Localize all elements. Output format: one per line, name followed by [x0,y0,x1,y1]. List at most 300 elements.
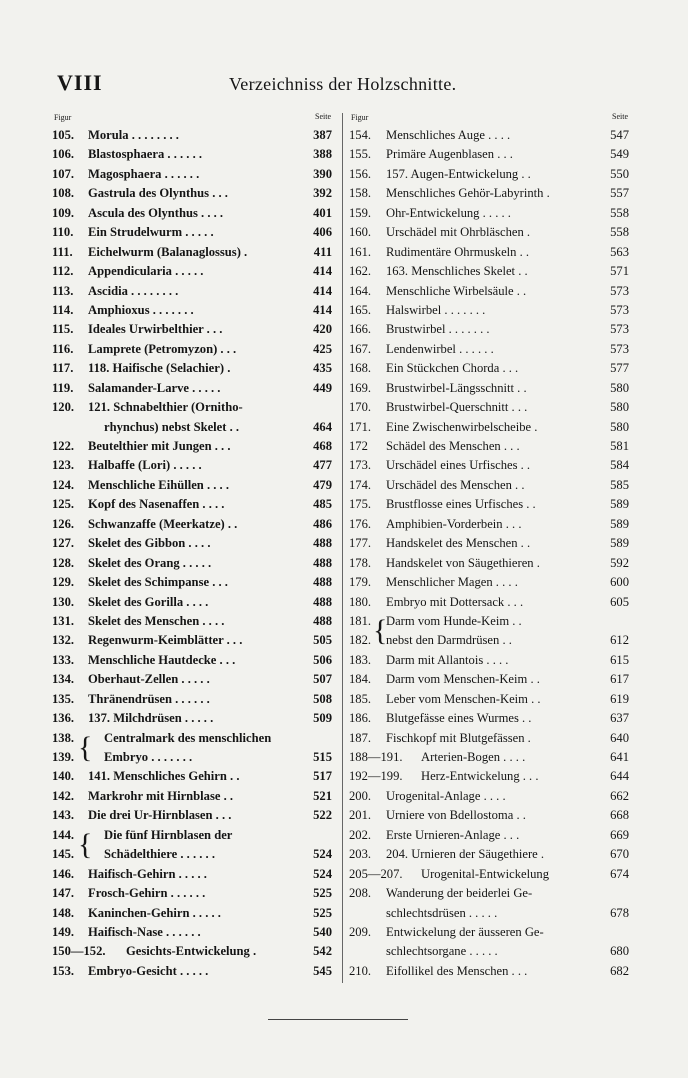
figure-caption: Menschliches Gehör-Labyrinth . [386,186,550,201]
right-entries [349,126,631,981]
index-entry [52,379,334,398]
figure-number: 167. [349,341,372,356]
footer-rule [268,1019,408,1020]
figure-caption: 163. Menschliches Skelet . . [386,264,528,279]
index-entry [349,865,631,884]
figure-number: 112. [52,264,74,279]
figure-caption: 118. Haifische (Selachier) . [88,361,231,376]
page-ref: 479 [313,477,332,492]
figure-caption: Urschädel eines Urfisches . . [386,458,531,473]
figure-number: 171. [349,419,372,434]
left-column [52,112,334,981]
figure-caption: Menschlicher Magen . . . . [386,575,518,590]
figure-number: 111. [52,244,73,259]
index-entry [349,573,631,592]
index-entry [52,165,334,184]
index-entry [52,631,334,650]
figure-caption: Skelet des Gorilla . . . . [88,594,209,609]
figure-number: 156. [349,166,372,181]
figure-caption: Brustwirbel-Querschnitt . . . [386,400,528,415]
figure-number: 130. [52,594,75,609]
figure-number: 123. [52,458,75,473]
figure-number: 133. [52,652,75,667]
index-entry [349,709,631,728]
index-entry [349,593,631,612]
figure-number: 144. [52,827,75,842]
index-entry [52,806,334,825]
page-ref: 589 [610,516,629,531]
index-entry [52,690,334,709]
figure-caption: Menschliche Wirbelsäule . . [386,283,527,298]
index-entry [349,437,631,456]
page-ref: 486 [313,516,332,531]
index-entry [52,262,334,281]
figure-caption: Menschliches Auge . . . . [386,128,511,142]
index-entry [349,204,631,223]
figure-number: 186. [349,711,372,726]
figure-number: 106. [52,147,75,162]
figure-caption: Urogenital-Anlage . . . . [386,788,506,803]
figure-caption: Ideales Urwirbelthier . . . [88,322,223,337]
page-ref: 641 [610,750,629,764]
figure-caption: Die drei Ur-Hirnblasen . . . [88,808,232,823]
figure-caption: Fischkopf mit Blutgefässen . [386,730,531,745]
page-ref: 674 [610,866,629,881]
seite-label: Seite [612,112,628,121]
figure-caption: Wanderung der beiderlei Ge- [386,886,533,901]
figure-number: 150—152. [52,944,106,959]
page-ref: 485 [313,497,332,512]
figure-caption: Entwickelung der äusseren Ge- [386,924,544,939]
figure-number: 173. [349,458,372,473]
figure-number: 107. [52,166,75,181]
left-entries [52,126,334,981]
index-entry [349,418,631,437]
figure-number: 209. [349,924,372,939]
index-entry [349,884,631,903]
page-ref: 581 [610,439,629,453]
page-ref: 464 [313,419,332,434]
index-entry [52,456,334,475]
figure-caption: Haifisch-Nase . . . . . . [88,924,201,939]
figure-number: 105. [52,128,75,142]
index-entry [52,651,334,670]
figure-number: 208. [349,886,372,901]
index-entry [52,884,334,903]
index-entry [349,515,631,534]
page-ref: 592 [610,555,629,570]
page-ref: 388 [313,147,332,162]
index-entry [52,845,334,864]
index-entry [349,670,631,689]
page-ref: 488 [313,613,332,628]
index-entry [349,476,631,495]
figure-caption: Eifollikel des Menschen . . . [386,963,528,978]
page-ref: 401 [313,205,332,220]
figure-caption: Halbaffe (Lori) . . . . . [88,458,202,473]
figure-number: 160. [349,225,372,240]
index-entry [52,534,334,553]
figure-caption: Leber vom Menschen-Keim . . [386,691,541,706]
figure-caption: Menschliche Eihüllen . . . . [88,477,229,492]
index-entry [52,418,334,437]
figure-number: 149. [52,924,75,939]
figure-number: 184. [349,672,372,687]
figure-number: 168. [349,361,372,376]
figure-caption: Thränendrüsen . . . . . . [88,691,210,706]
index-entry [349,359,631,378]
figure-number: 138. [52,730,75,745]
figure-number: 202. [349,827,372,842]
figure-caption: Embryo mit Dottersack . . . [386,594,524,609]
index-entry [52,301,334,320]
figure-caption: Appendicularia . . . . . [88,264,204,279]
figure-number: 176. [349,516,372,531]
figure-number: 201. [349,808,372,823]
page-ref: 640 [610,730,629,745]
figure-caption: 121. Schnabelthier (Ornitho- [88,400,243,415]
figure-caption: Urniere von Bdellostoma . . [386,808,526,823]
index-entry [349,554,631,573]
figure-caption: Halswirbel . . . . . . . [386,302,486,317]
page-ref: 525 [313,905,332,920]
figure-caption: Frosch-Gehirn . . . . . . [88,886,206,901]
index-entry [349,379,631,398]
figure-number: 136. [52,711,75,726]
figure-caption: Handskelet von Säugethieren . [386,555,540,570]
figure-caption: 204. Urnieren der Säugethiere . [386,847,545,862]
index-entry [349,806,631,825]
figure-caption: Gesichts-Entwickelung . [126,944,257,959]
figure-number: 155. [349,147,372,162]
index-entry [52,223,334,242]
page-ref: 680 [610,944,629,959]
index-entry [52,593,334,612]
page-ref: 612 [610,633,629,648]
figure-caption: Markrohr mit Hirnblase . . [88,788,234,803]
index-entry [52,923,334,942]
figure-number: 131. [52,613,75,628]
index-entry [52,495,334,514]
figure-caption: Magosphaera . . . . . . [88,166,200,181]
page-ref: 573 [610,322,629,337]
figure-number: 182. [349,633,372,648]
figure-number: 180. [349,594,372,609]
index-entry [52,865,334,884]
seite-label: Seite [315,112,331,121]
figure-caption: 137. Milchdrüsen . . . . . [88,711,214,726]
figure-caption: nebst den Darmdrüsen . . [386,633,512,648]
page-ref: 507 [313,672,332,687]
page-ref: 573 [610,302,629,317]
figure-number: 114. [52,302,74,317]
index-entry [349,301,631,320]
index-entry [52,126,334,145]
index-entry [349,262,631,281]
figure-number: 119. [52,380,74,395]
index-entry [52,767,334,786]
page-ref: 425 [313,341,332,356]
figure-number: 134. [52,672,75,687]
page-number: VIII [57,70,103,95]
index-entry [52,243,334,262]
index-entry [349,495,631,514]
figure-caption: Lamprete (Petromyzon) . . . [88,341,237,356]
figure-caption: Skelet des Schimpanse . . . [88,575,228,590]
figure-number: 143. [52,808,75,823]
index-entry [52,340,334,359]
column-header [349,112,631,126]
page-ref: 525 [313,886,332,901]
figure-number: 192—199. [349,769,403,784]
page-ref: 557 [610,186,629,201]
index-entry [52,320,334,339]
page-ref: 524 [313,866,332,881]
page-ref: 571 [610,264,629,279]
figure-caption: Ascidia . . . . . . . . [88,283,179,298]
page-ref: 505 [313,633,332,648]
index-entry [349,962,631,981]
figure-caption: Handskelet des Menschen . . [386,536,531,551]
index-entry [349,631,631,650]
page-ref: 449 [313,380,332,395]
page-ref: 387 [313,128,332,142]
figure-caption: Rudimentäre Ohrmuskeln . . [386,244,530,259]
figure-caption: Primäre Augenblasen . . . [386,147,513,162]
page-ref: 506 [313,652,332,667]
figure-number: 162. [349,264,372,279]
index-entry [52,670,334,689]
figure-caption: Schädelthiere . . . . . . [104,847,216,862]
figure-caption: Oberhaut-Zellen . . . . . [88,672,210,687]
page-ref: 545 [313,963,332,978]
figure-caption: Lendenwirbel . . . . . . [386,341,494,356]
figure-number: 177. [349,536,372,551]
page-ref: 414 [313,302,332,317]
page-ref: 411 [313,244,332,259]
index-entry [349,942,631,961]
figure-number: 205—207. [349,866,403,881]
index-entry [52,709,334,728]
index-entry [349,243,631,262]
brace-mark: { [373,613,388,647]
page-ref: 414 [313,264,332,279]
figure-number: 122. [52,439,75,453]
page-ref: 580 [610,419,629,434]
page-ref: 670 [610,847,629,862]
page-ref: 547 [610,128,629,142]
index-entry [52,184,334,203]
figure-number: 120. [52,400,75,415]
index-entry [52,515,334,534]
page-ref: 637 [610,711,629,726]
figure-number: 161. [349,244,372,259]
figure-caption: Amphibien-Vorderbein . . . [386,516,522,531]
figur-label: Figur [54,113,72,122]
figure-caption: Darm mit Allantois . . . . [386,652,509,667]
figure-number: 178. [349,555,372,570]
page-ref: 573 [610,341,629,356]
page-ref: 420 [313,322,332,337]
figure-caption: Menschliche Hautdecke . . . [88,652,236,667]
figure-caption: Skelet des Menschen . . . . [88,613,225,628]
index-entry [349,398,631,417]
figure-number: 115. [52,322,74,337]
figure-number: 183. [349,652,372,667]
page-ref: 619 [610,691,629,706]
page-ref: 580 [610,380,629,395]
page-ref: 600 [610,575,629,590]
figure-caption: Haifisch-Gehirn . . . . . [88,866,207,881]
figure-number: 153. [52,963,75,978]
figure-number: 185. [349,691,372,706]
figure-number: 117. [52,361,74,376]
figure-number: 159. [349,205,372,220]
figure-number: 166. [349,322,372,337]
index-entry [52,748,334,767]
figure-number: 113. [52,283,74,298]
figure-number: 146. [52,866,75,881]
figure-number: 109. [52,205,75,220]
figure-number: 170. [349,400,372,415]
figure-caption: Skelet des Gibbon . . . . [88,536,211,551]
page-ref: 644 [610,769,629,784]
figure-caption: Regenwurm-Keimblätter . . . [88,633,243,648]
figure-number: 203. [349,847,372,862]
index-entry [52,787,334,806]
figure-number: 129. [52,575,75,590]
page-ref: 392 [313,186,332,201]
index-entry [349,845,631,864]
figure-caption: Gastrula des Olynthus . . . [88,186,228,201]
figure-number: 110. [52,225,74,240]
page-ref: 585 [610,477,629,492]
figure-number: 165. [349,302,372,317]
page-ref: 488 [313,594,332,609]
page-ref: 584 [610,458,629,473]
figure-caption: Embryo-Gesicht . . . . . [88,963,209,978]
figure-caption: Brustwirbel . . . . . . . [386,322,490,337]
page-ref: 488 [313,575,332,590]
figure-caption: Eichelwurm (Balanaglossus) . [88,244,248,259]
figure-caption: Schwanzaffe (Meerkatze) . . [88,516,238,531]
figure-number: 148. [52,905,75,920]
figure-number: 116. [52,341,74,356]
figure-number: 125. [52,497,75,512]
figure-number: 154. [349,128,372,142]
figure-caption: Urschädel mit Ohrbläschen . [386,225,531,240]
figure-caption: Brustflosse eines Urfisches . . [386,497,536,512]
page-ref: 509 [313,711,332,726]
column-header [52,112,334,126]
page-ref: 406 [313,225,332,240]
figure-caption: Ein Strudelwurm . . . . . [88,225,214,240]
page-ref: 549 [610,147,629,162]
page-ref: 678 [610,905,629,920]
figure-caption: Centralmark des menschlichen [104,730,272,745]
index-entry [349,729,631,748]
figure-number: 164. [349,283,372,298]
page-ref: 540 [313,924,332,939]
figure-caption: schlechtsdrüsen . . . . . [386,905,498,920]
figure-caption: Brustwirbel-Längsschnitt . . [386,380,527,395]
page-ref: 390 [313,166,332,181]
figure-caption: Schädel des Menschen . . . [386,439,520,453]
figur-label: Figur [351,113,369,122]
index-entry [52,359,334,378]
figure-number: 135. [52,691,75,706]
index-entry [349,320,631,339]
figure-caption: Ohr-Entwickelung . . . . . [386,205,511,220]
page-ref: 550 [610,166,629,181]
brace-mark: { [78,827,93,861]
page-ref: 589 [610,536,629,551]
page-ref: 522 [313,808,332,823]
column-divider [342,113,343,983]
figure-caption: Ascula des Olynthus . . . . [88,205,224,220]
figure-caption: Darm vom Hunde-Keim . . [386,613,522,628]
page-ref: 468 [313,439,332,453]
index-entry [52,476,334,495]
page-ref: 515 [313,750,332,764]
index-entry [52,398,334,417]
figure-caption: Amphioxus . . . . . . . [88,302,194,317]
page-ref: 524 [313,847,332,862]
figure-caption: Urschädel des Menschen . . [386,477,525,492]
index-entry [349,651,631,670]
figure-caption: schlechtsorgane . . . . . [386,944,498,959]
index-entry [52,204,334,223]
page-ref: 605 [610,594,629,609]
figure-number: 200. [349,788,372,803]
page-ref: 563 [610,244,629,259]
figure-number: 108. [52,186,75,201]
figure-caption: Skelet des Orang . . . . . [88,555,212,570]
index-entry [349,223,631,242]
figure-number: 124. [52,477,75,492]
index-entry [349,904,631,923]
figure-number: 169. [349,380,372,395]
right-column [349,112,631,981]
index-entry [349,126,631,145]
page-ref: 542 [313,944,332,959]
index-entry [349,165,631,184]
page-ref: 577 [610,361,629,376]
page-ref: 521 [313,788,332,803]
page-ref: 669 [610,827,629,842]
page-ref: 668 [610,808,629,823]
figure-caption: 157. Augen-Entwickelung . . [386,166,531,181]
figure-number: 210. [349,963,372,978]
figure-number: 126. [52,516,75,531]
figure-caption: Arterien-Bogen . . . . [421,750,526,764]
figure-number: 172 [349,439,368,453]
figure-caption: Embryo . . . . . . . [104,750,193,764]
index-entry [349,826,631,845]
figure-number: 132. [52,633,75,648]
figure-number: 139. [52,750,75,764]
page-ref: 435 [313,361,332,376]
page-ref: 477 [313,458,332,473]
index-entry [349,787,631,806]
page-ref: 617 [610,672,629,687]
page-ref: 615 [610,652,629,667]
figure-number: 127. [52,536,75,551]
figure-caption: Kopf des Nasenaffen . . . . [88,497,225,512]
figure-number: 147. [52,886,75,901]
index-entry [52,904,334,923]
index-entry [52,145,334,164]
